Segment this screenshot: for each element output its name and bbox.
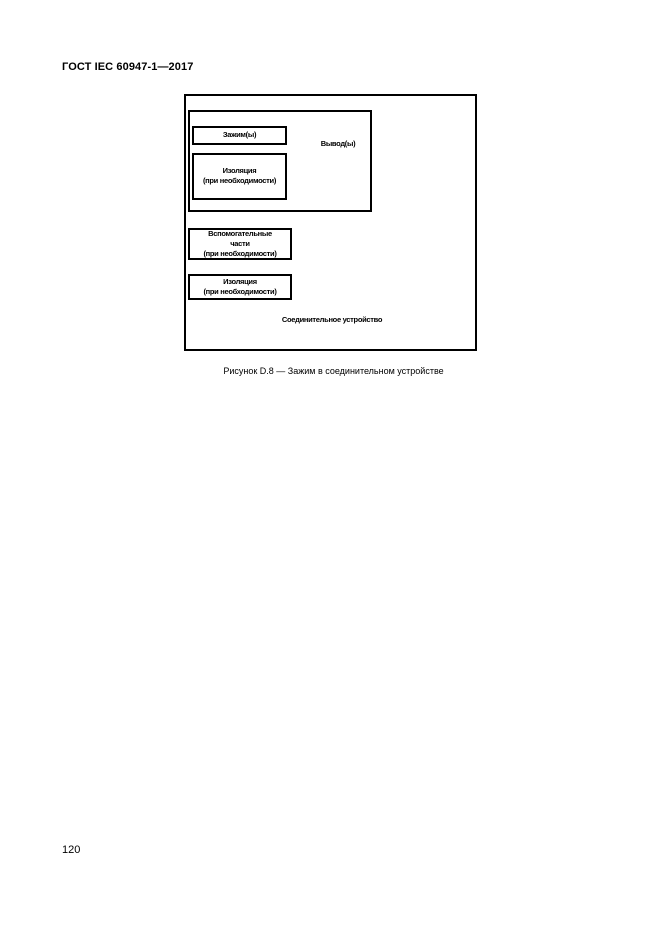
page-number: 120 (62, 844, 81, 856)
connecting-device-label: Соединительное устройство (281, 315, 383, 324)
insulation-top-label-line2: (при необходимости) (202, 176, 277, 185)
document-header: ГОСТ IEC 60947-1—2017 (62, 61, 194, 73)
insulation-bottom-label (188, 277, 292, 297)
clamp-label: Зажим(ы) (222, 130, 257, 139)
aux-label-line1: Вспомогательные (208, 229, 272, 238)
aux-label-line2: части (230, 239, 250, 248)
insulation-bottom-label-line2: (при необходимости) (203, 287, 277, 296)
auxiliary-parts-label (188, 229, 292, 259)
figure-caption: Рисунок D.8 — Зажим в соединительном устройстве (223, 366, 444, 376)
aux-label-line3: (при необходимости) (203, 249, 277, 258)
insulation-top-label-line1: Изоляция (222, 166, 257, 175)
insulation-top-label (192, 166, 287, 186)
insulation-bottom-label-line1: Изоляция (223, 277, 257, 286)
output-label: Вывод(ы) (320, 139, 356, 148)
